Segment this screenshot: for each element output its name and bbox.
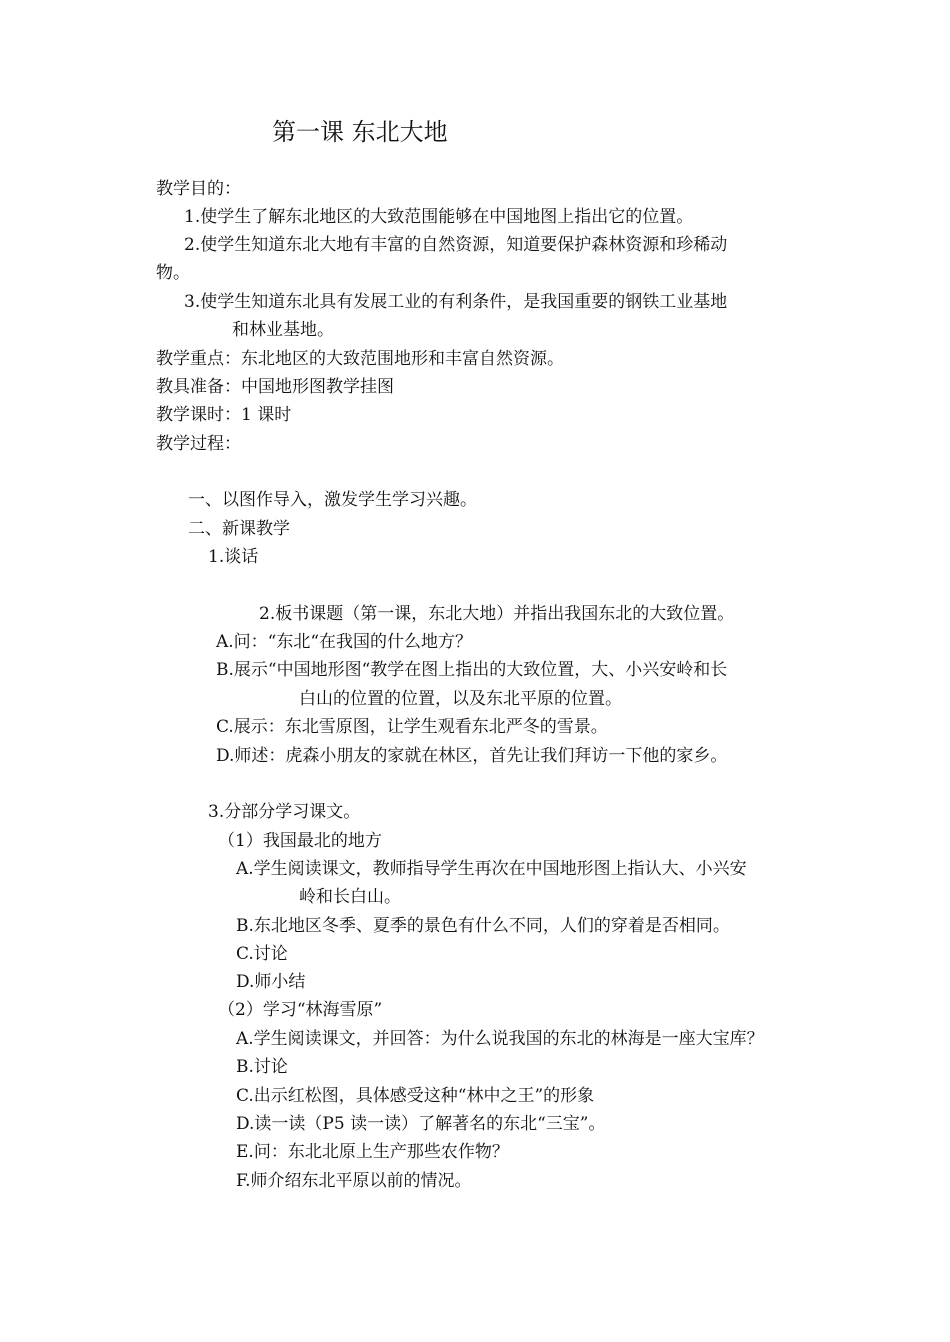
teaching-hours: 教学课时：1 课时 xyxy=(156,405,292,425)
process-part-2: 二、新课教学 xyxy=(188,519,290,539)
section-1-item-b: B.东北地区冬季、夏季的景色有什么不同，人们的穿着是否相同。 xyxy=(236,916,730,936)
objective-item-3-continued: 和林业基地。 xyxy=(232,320,334,340)
board-item-c: C.展示：东北雪原图，让学生观看东北严冬的雪景。 xyxy=(216,717,608,737)
step-board: 2.板书课题（第一课，东北大地）并指出我国东北的大致位置。 xyxy=(259,604,735,624)
section-1-item-c: C.讨论 xyxy=(236,944,288,964)
section-1-title: （1）我国最北的地方 xyxy=(218,831,382,851)
objective-item-3: 3.使学生知道东北具有发展工业的有利条件，是我国重要的钢铁工业基地 xyxy=(184,292,728,312)
section-1-item-a: A.学生阅读课文，教师指导学生再次在中国地形图上指认大、小兴安 xyxy=(236,859,747,879)
board-item-d: D.师述：虎森小朋友的家就在林区，首先让我们拜访一下他的家乡。 xyxy=(216,746,728,766)
section-2-item-b: B.讨论 xyxy=(236,1057,288,1077)
objective-item-1: 1.使学生了解东北地区的大致范围能够在中国地图上指出它的位置。 xyxy=(184,207,694,227)
process-label: 教学过程： xyxy=(156,434,241,454)
section-2-item-a: A.学生阅读课文，并回答：为什么说我国的东北的林海是一座大宝库？ xyxy=(236,1029,764,1049)
teaching-focus: 教学重点：东北地区的大致范围地形和丰富自然资源。 xyxy=(156,349,564,369)
teaching-tools: 教具准备：中国地形图教学挂图 xyxy=(156,377,394,397)
step-study: 3.分部分学习课文。 xyxy=(208,802,361,822)
section-1-item-a-continued: 岭和长白山。 xyxy=(299,887,401,907)
board-item-b-continued: 白山的位置的位置，以及东北平原的位置。 xyxy=(299,689,622,709)
section-2-title: （2）学习“林海雪原” xyxy=(218,1000,383,1020)
section-2-item-f: F.师介绍东北平原以前的情况。 xyxy=(236,1171,472,1191)
section-2-item-c: C.出示红松图，具体感受这种“林中之王”的形象 xyxy=(236,1086,595,1106)
section-1-item-d: D.师小结 xyxy=(236,972,306,992)
board-item-b: B.展示“中国地形图“教学在图上指出的大致位置，大、小兴安岭和长 xyxy=(216,660,728,680)
section-2-item-e: E.问：东北北原上生产那些农作物？ xyxy=(236,1142,509,1162)
objectives-label: 教学目的： xyxy=(156,179,241,199)
step-talk: 1.谈话 xyxy=(208,547,259,567)
process-part-1: 一、以图作导入，激发学生学习兴趣。 xyxy=(188,490,477,510)
objective-item-2-continued: 物。 xyxy=(156,263,190,283)
page-title: 第一课 东北大地 xyxy=(272,118,448,146)
board-item-a: A.问：“东北“在我国的什么地方？ xyxy=(216,632,473,652)
objective-item-2: 2.使学生知道东北大地有丰富的自然资源，知道要保护森林资源和珍稀动 xyxy=(184,235,728,255)
section-2-item-d: D.读一读（P5 读一读）了解著名的东北“三宝”。 xyxy=(236,1114,606,1134)
